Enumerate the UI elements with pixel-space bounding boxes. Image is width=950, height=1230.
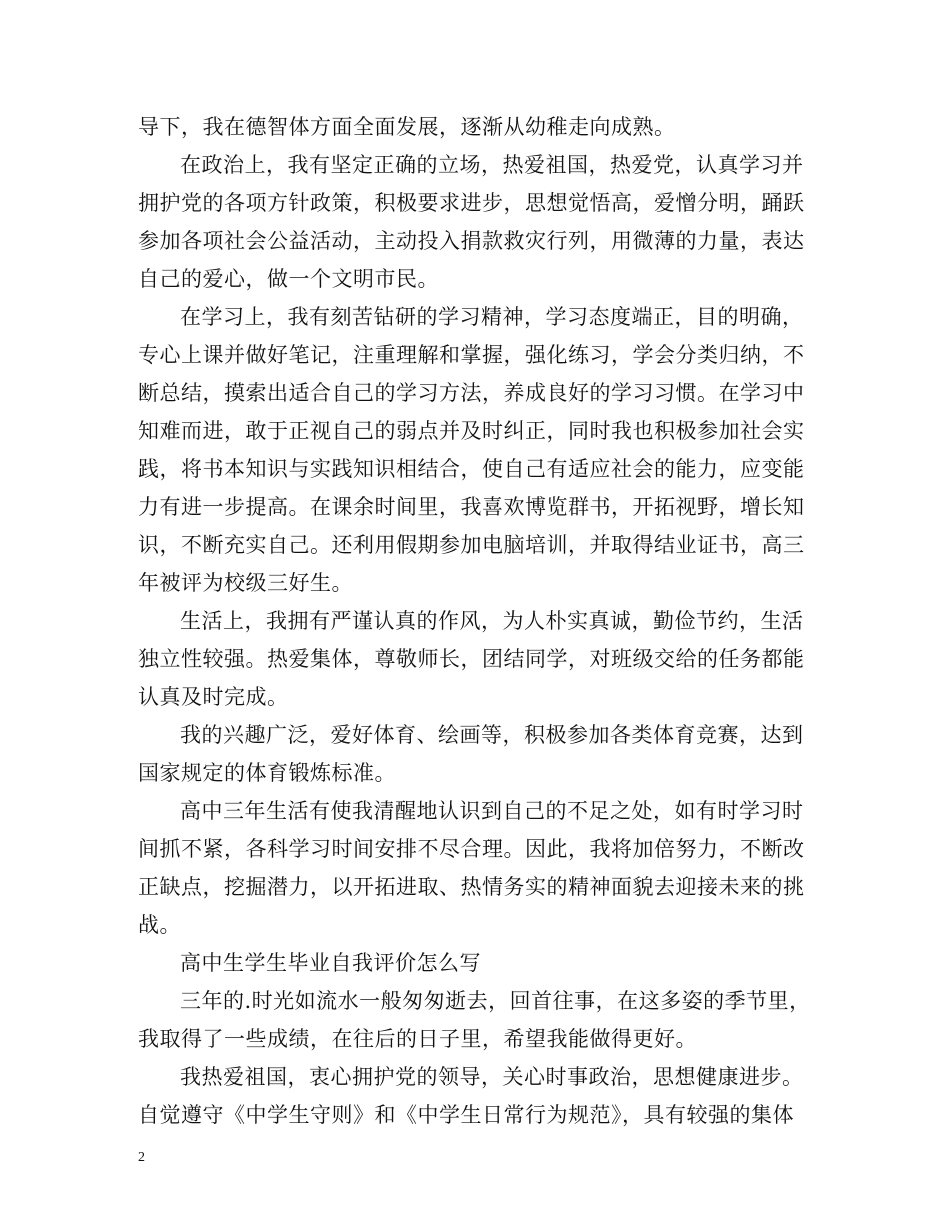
text-line: 拥护党的各项方针政策，积极要求进步，思想觉悟高，爱憎分明，踊跃: [138, 191, 805, 215]
text-line: 战。: [138, 913, 181, 937]
text-line: 力有进一步提高。在课余时间里，我喜欢博览群书，开拓视野，增长知: [138, 495, 805, 519]
text-line: 认真及时完成。: [138, 685, 289, 709]
text-line: 断总结，摸索出适合自己的学习方法，养成良好的学习习惯。在学习中: [138, 381, 805, 405]
text-line: 知难而进，敢于正视自己的弱点并及时纠正，同时我也积极参加社会实: [138, 419, 805, 443]
text-line: 间抓不紧，各科学习时间安排不尽合理。因此，我将加倍努力，不断改: [138, 837, 805, 861]
text-line: 独立性较强。热爱集体，尊敬师长，团结同学，对班级交给的任务都能: [138, 647, 805, 671]
text-line: 在学习上，我有刻苦钻研的学习精神，学习态度端正，目的明确，: [180, 305, 804, 329]
text-line: 专心上课并做好笔记，注重理解和掌握，强化练习，学会分类归纳，不: [138, 343, 805, 367]
text-line: 三年的.时光如流水一般匆匆逝去，回首往事，在这多姿的季节里，: [180, 989, 811, 1013]
text-line: 自觉遵守《中学生守则》和《中学生日常行为规范》，具有较强的集体: [138, 1103, 794, 1127]
text-line: 我的兴趣广泛，爱好体育、绘画等，积极参加各类体育竞赛，达到: [180, 723, 804, 747]
text-line: 导下，我在德智体方面全面发展，逐渐从幼稚走向成熟。: [138, 115, 676, 139]
text-line: 正缺点，挖掘潜力，以开拓进取、热情务实的精神面貌去迎接未来的挑: [138, 875, 805, 899]
section-heading: 高中生学生毕业自我评价怎么写: [180, 951, 481, 975]
text-line: 生活上，我拥有严谨认真的作风，为人朴实真诚，勤俭节约，生活: [180, 609, 804, 633]
text-line: 国家规定的体育锻炼标准。: [138, 761, 396, 785]
text-line: 参加各项社会公益活动，主动投入捐款救灾行列，用微薄的力量，表达: [138, 229, 805, 253]
text-line: 识，不断充实自己。还利用假期参加电脑培训，并取得结业证书，高三: [138, 533, 805, 557]
text-line: 我热爱祖国，衷心拥护党的领导，关心时事政治，思想健康进步。: [180, 1065, 804, 1089]
text-line: 年被评为校级三好生。: [138, 571, 353, 595]
text-line: 践，将书本知识与实践知识相结合，使自己有适应社会的能力，应变能: [138, 457, 805, 481]
text-line: 我取得了一些成绩，在往后的日子里，希望我能做得更好。: [138, 1027, 697, 1051]
text-line: 在政治上，我有坚定正确的立场，热爱祖国，热爱党，认真学习并: [180, 153, 804, 177]
page-number: 2: [138, 1150, 145, 1165]
text-line: 高中三年生活有使我清醒地认识到自己的不足之处，如有时学习时: [180, 799, 804, 823]
text-line: 自己的爱心，做一个文明市民。: [138, 267, 439, 291]
